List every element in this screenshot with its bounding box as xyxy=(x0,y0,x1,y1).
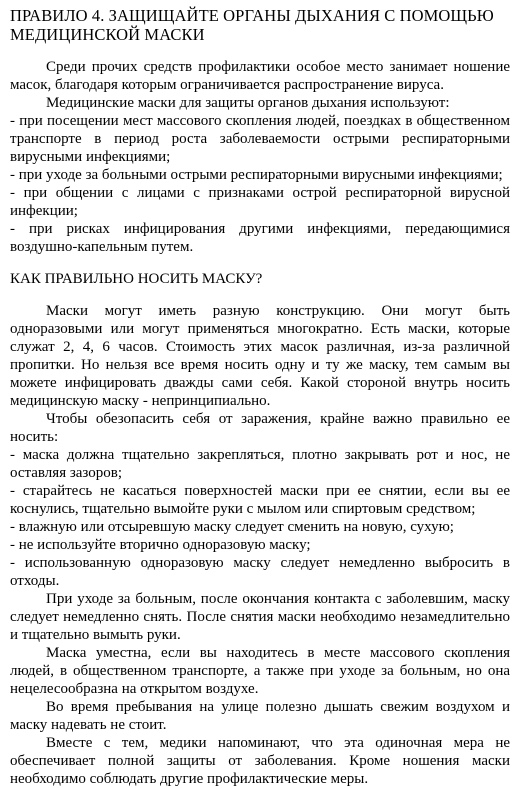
paragraph: Чтобы обезопасить себя от заражения, крайне важно правильно ее носить: xyxy=(10,411,510,445)
paragraph: Маски могут иметь разную конструкцию. Они могут быть одноразовыми или могут применяться многократно. Есть маски, которые служат 2, 4, 6 часов. Стоимость этих масок различная, из-за различной пропитки. Но нельзя все время носить одну и ту же маску, тем самым вы можете инфицировать дважды сами себя. Какой стороной внутрь носить медицинскую маску - непринципиально. xyxy=(10,303,510,409)
list-item: - при уходе за больными острыми респираторными вирусными инфекциями; xyxy=(10,167,503,183)
paragraph: Медицинские маски для защиты органов дыхания используют: xyxy=(46,95,450,111)
section-heading: КАК ПРАВИЛЬНО НОСИТЬ МАСКУ? xyxy=(10,271,263,287)
list-item: - при посещении мест массового скопления людей, поездках в общественном транспорте в период роста заболеваемости острыми респираторными вирусными инфекциями; xyxy=(10,113,510,165)
list-item: - влажную или отсыревшую маску следует сменить на новую, сухую; xyxy=(10,519,454,535)
paragraph: Вместе с тем, медики напоминают, что эта одиночная мера не обеспечивает полной защиты от заболевания. Кроме ношения маски необходимо соблюдать другие профилактические меры. xyxy=(10,735,510,787)
paragraph: Маска уместна, если вы находитесь в месте массового скопления людей, в общественном транспорте, а также при уходе за больным, но она нецелесообразна на открытом воздухе. xyxy=(10,645,510,697)
section-how-to-wear xyxy=(10,302,510,788)
list-item: - при общении с лицами с признаками острой респираторной вирусной инфекции; xyxy=(10,185,510,219)
paragraph: Во время пребывания на улице полезно дышать свежим воздухом и маску надевать не стоит. xyxy=(10,699,510,733)
list-item: - использованную одноразовую маску следует немедленно выбросить в отходы. xyxy=(10,555,510,589)
list-item: - маска должна тщательно закрепляться, плотно закрывать рот и нос, не оставляя зазоров; xyxy=(10,447,510,481)
list-item: - старайтесь не касаться поверхностей маски при ее снятии, если вы ее коснулись, тщательно вымойте руки с мылом или спиртовым средством; xyxy=(10,483,510,517)
document-title: ПРАВИЛО 4. ЗАЩИЩАЙТЕ ОРГАНЫ ДЫХАНИЯ С ПОМОЩЬЮ МЕДИЦИНСКОЙ МАСКИ xyxy=(10,6,494,44)
list-item: - при рисках инфицирования другими инфекциями, передающимися воздушно-капельным путем. xyxy=(10,221,510,255)
list-item: - не используйте вторично одноразовую маску; xyxy=(10,537,311,553)
section-masks-usage xyxy=(10,58,510,256)
paragraph: Среди прочих средств профилактики особое место занимает ношение масок, благодаря которым ограничивается распространение вируса. xyxy=(10,59,510,93)
paragraph: При уходе за больным, после окончания контакта с заболевшим, маску следует немедленно снять. После снятия маски необходимо незамедлительно и тщательно вымыть руки. xyxy=(10,591,510,643)
